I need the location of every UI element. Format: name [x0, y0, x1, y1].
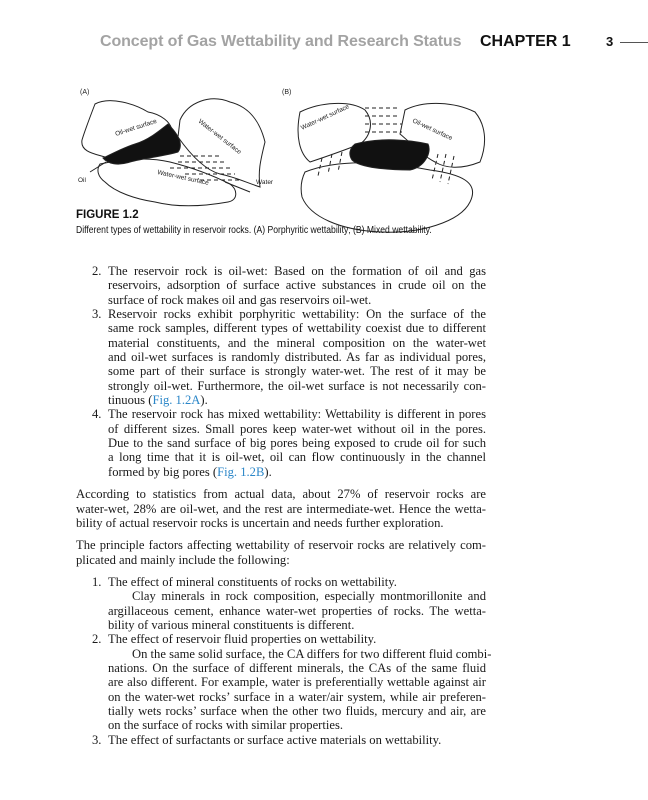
text-line: bility of actual reservoir rocks is uncertain and needs further exploration.: [76, 515, 444, 530]
figure-title: FIGURE 1.2: [76, 209, 139, 221]
text-line: The effect of reservoir fluid properties on wettability.: [108, 632, 377, 647]
text-line: reservoirs, adsorption of surface active substances in crude oil on the: [108, 278, 486, 293]
panel-a: [78, 89, 274, 206]
text-line: material constituents, and the mineral composition on the water-wet: [108, 335, 486, 350]
list-item: [76, 575, 486, 589]
text-line: argillaceous cement, enhance water-wet properties of rocks. The wetta-: [108, 603, 486, 618]
chapter-label: CHAPTER 1: [480, 33, 571, 50]
list-item: [76, 307, 486, 407]
paragraph: [76, 487, 486, 530]
list-item-body: [76, 589, 486, 632]
text-line: some part of their surface is strongly water-wet. The rest of it may be: [108, 364, 486, 379]
text-line: formed by big pores (Fig. 1.2B).: [108, 464, 272, 479]
spacer: [76, 530, 486, 538]
label-water-wet-surface: Water-wet surface: [156, 169, 210, 187]
text-line: Reservoir rocks exhibit porphyritic wettability: On the surface of the: [108, 307, 486, 322]
paragraph: [76, 538, 486, 567]
panel-b-label: (B): [282, 89, 292, 96]
figure-caption: Different types of wettability in reservoir rocks. (A) Porphyritic wettability; (B) Mixed wettability.: [76, 225, 432, 236]
text-line: and oil-wet surfaces is randomly distributed. As far as individual pores,: [108, 350, 486, 365]
text-line: bility of various mineral constituents is different.: [108, 617, 355, 632]
text-line: on the water-wet rocks’ surface in a water/air system, while air preferen-: [108, 689, 486, 704]
label-oil-wet-surface: Oil-wet surface: [114, 117, 158, 138]
list-item-body: [76, 646, 492, 733]
list-number: 4.: [92, 407, 102, 422]
rock-grain: [301, 163, 472, 232]
text-line: On the same solid surface, the CA differs for two different fluid combi-: [132, 646, 492, 661]
text-line: surface of rock makes oil and gas reservoirs oil-wet.: [108, 292, 372, 307]
text-line: Clay minerals in rock composition, especially montmorillonite and: [132, 589, 486, 604]
list-item: [76, 407, 486, 479]
list-number: 2.: [92, 632, 102, 647]
list-number: 1.: [92, 574, 102, 589]
label-oil-wet-surface: Oil-wet surface: [411, 117, 454, 143]
text-line: nations. On the surface of different minerals, the CAs of the same fluid: [108, 660, 486, 675]
text-line: strongly oil-wet. Furthermore, the oil-wet surface is not necessarily con-: [108, 378, 486, 393]
text-line: same rock samples, different types of wettability coexist due to different: [108, 321, 486, 336]
text-line: plicated and mainly include the following:: [76, 552, 290, 567]
text-line: The reservoir rock is oil-wet: Based on the formation of oil and gas: [108, 264, 486, 278]
page-number: 3: [606, 34, 614, 49]
text-line: a long time that it is oil-wet, oil can flow continuously in the channel: [108, 450, 486, 465]
list-item: [76, 632, 486, 646]
list-number: 3.: [92, 307, 102, 322]
figure-link[interactable]: Fig. 1.2B: [217, 464, 265, 479]
text-line: The effect of surfactants or surface active materials on wettability.: [108, 732, 442, 747]
list-item: [76, 733, 486, 747]
label-water: Water: [256, 179, 274, 186]
rock-grain: [98, 159, 236, 206]
panel-b: [282, 89, 485, 232]
list-number: 2.: [92, 264, 102, 278]
figure-link[interactable]: Fig. 1.2A: [152, 393, 201, 408]
oil-blob: [103, 124, 180, 164]
list-number: 3.: [92, 732, 102, 747]
text-line: of different sizes. Small pores keep water-wet without oil in the pores.: [108, 421, 486, 436]
text-line: tinuous (Fig. 1.2A).: [108, 393, 208, 408]
list-item: [76, 264, 486, 307]
text-line: tially wets rocks’ surface when the other two fluids, mercury and air, are: [108, 703, 486, 718]
label-water-wet-surface: Water-wet surface: [196, 118, 243, 156]
oil-blob: [350, 140, 429, 170]
label-oil: Oil: [78, 177, 86, 184]
text-line: on the surface of rocks with similar properties.: [108, 718, 344, 733]
text-line: The effect of mineral constituents of rocks on wettability.: [108, 574, 397, 589]
spacer: [76, 479, 486, 487]
text-line: The reservoir rock has mixed wettability: Wettability is different in pores: [108, 407, 486, 422]
text-line: water-wet, 28% are oil-wet, and the rest are intermediate-wet. Hence the wetta-: [76, 501, 486, 516]
text-line: Due to the sand surface of big pores being exposed to crude oil for such: [108, 436, 486, 451]
panel-a-label: (A): [80, 89, 90, 96]
header-rule: [620, 42, 648, 43]
label-water-wet-surface: Water-wet surface: [299, 103, 351, 132]
running-title: Concept of Gas Wettability and Research Status: [100, 33, 462, 50]
text-line: The principle factors affecting wettability of reservoir rocks are relatively com-: [76, 538, 486, 553]
leader-line: [225, 182, 250, 192]
body-text: [76, 264, 492, 747]
spacer: [76, 567, 486, 575]
text-line: are also different. For example, water is preferentially wettable against air: [108, 675, 486, 690]
text-line: According to statistics from actual data, about 27% of reservoir rocks are: [76, 487, 486, 502]
